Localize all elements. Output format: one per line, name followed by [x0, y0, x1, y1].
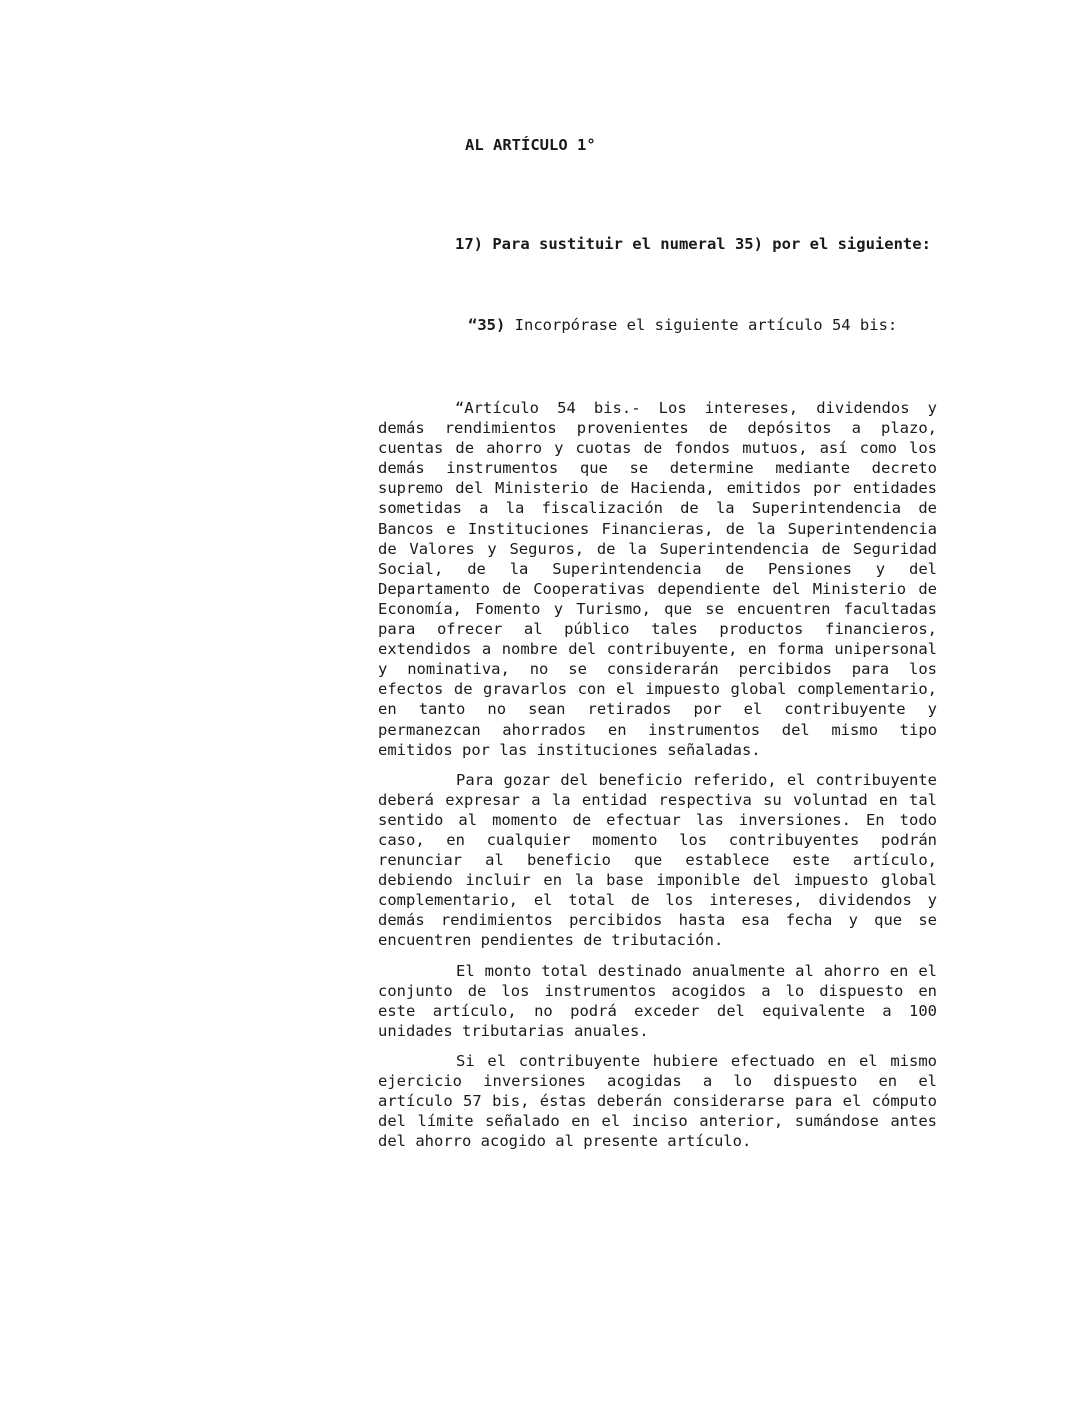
article-body	[378, 398, 937, 1161]
paragraph-3: El monto total destinado anualmente al ahorro en el conjunto de los instrumentos acogidos a lo dispuesto en este artículo, no podrá exceder del equivalente a 100 unidades tributarias anuales.	[378, 961, 937, 1040]
numeral-label: “35)	[468, 316, 506, 334]
numeral-text: Incorpórase el siguiente artículo 54 bis:	[505, 316, 898, 334]
article-heading: AL ARTÍCULO 1°	[465, 136, 596, 154]
paragraph-1: “Artículo 54 bis.- Los intereses, dividendos y demás rendimientos provenientes de depósitos a plazo, cuentas de ahorro y cuotas de fondos mutuos, así como los demás instrumentos que se determine mediante decreto supremo del Ministerio de Hacienda, emitidos por entidades sometidas a la fiscalización de la Superintendencia de Bancos e Instituciones Financieras, de la Superintendencia de Valores y Seguros, de la Superintendencia de Seguridad Social, de la Superintendencia de Pensiones y del Departamento de Cooperativas dependiente del Ministerio de Economía, Fomento y Turismo, que se encuentren facultadas para ofrecer al público tales productos financieros, extendidos a nombre del contribuyente, en forma unipersonal y nominativa, no se considerarán percibidos para los efectos de gravarlos con el impuesto global complementario, en tanto no sean retirados por el contribuyente y permanezcan ahorrados en instrumentos del mismo tipo emitidos por las instituciones señaladas.	[378, 399, 937, 759]
numeral-intro	[378, 315, 937, 335]
paragraph-2: Para gozar del beneficio referido, el contribuyente deberá expresar a la entidad respectiva su voluntad en tal sentido al momento de efectuar las inversiones. En todo caso, en cualquier momento los contribuyentes podrán renunciar al beneficio que establece este artículo, debiendo incluir en la base imponible del impuesto global complementario, el total de los intereses, dividendos y demás rendimientos percibidos hasta esa fecha y que se encuentren pendientes de tributación.	[378, 770, 937, 950]
amendment-instruction: 17) Para sustituir el numeral 35) por el siguiente:	[455, 235, 931, 253]
paragraph-4: Si el contribuyente hubiere efectuado en el mismo ejercicio inversiones acogidas a lo dispuesto en el artículo 57 bis, éstas deberán considerarse para el cómputo del límite señalado en el inciso anterior, sumándose antes del ahorro acogido al presente artículo.	[378, 1051, 937, 1151]
